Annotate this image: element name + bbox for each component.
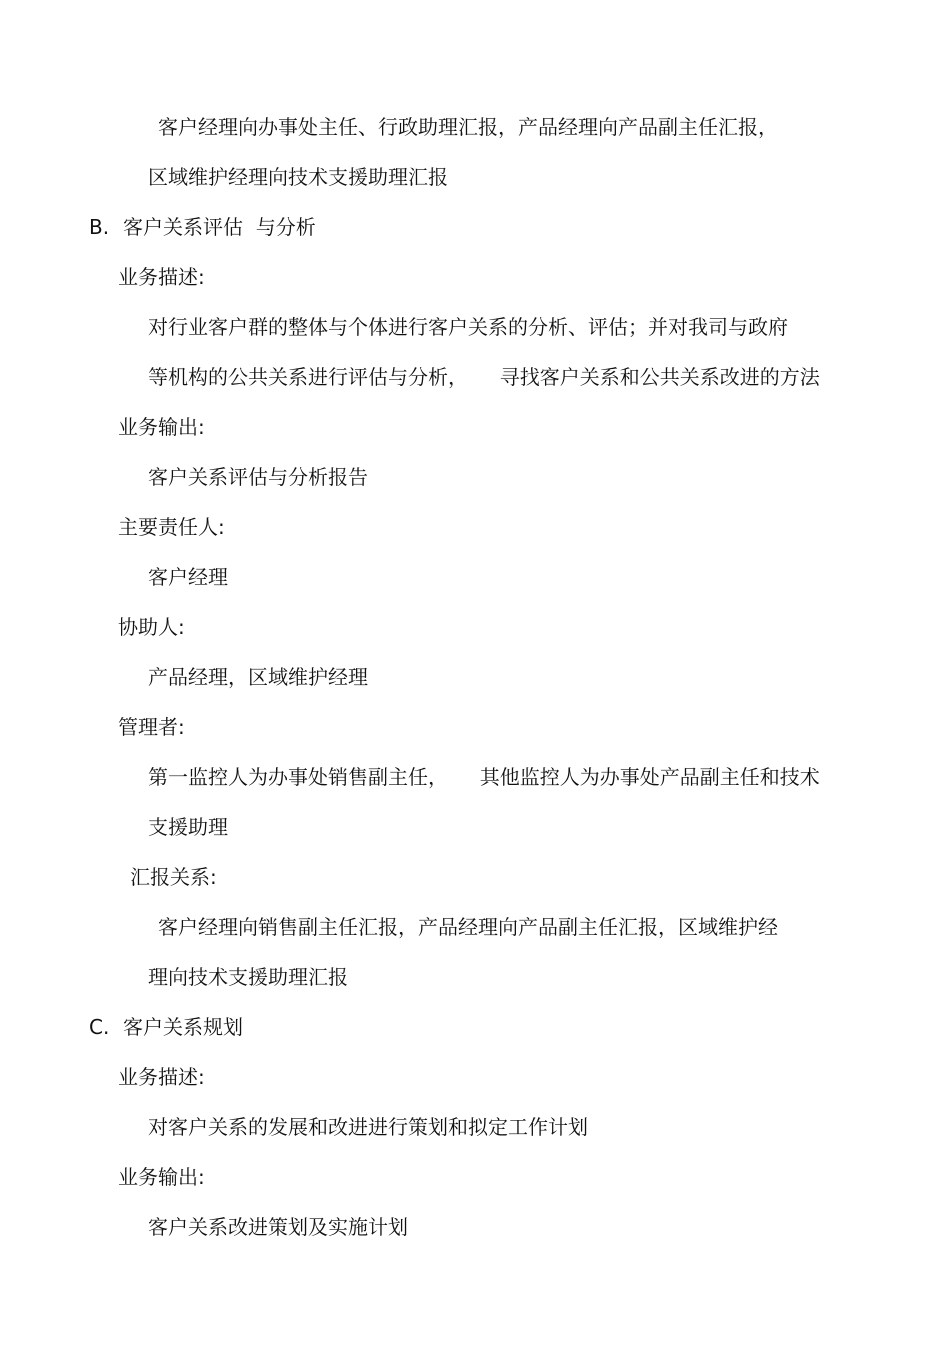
b-owner-value: 客户经理 [148,565,228,589]
section-b-marker: B. [89,215,110,239]
b-report-line-2: 理向技术支援助理汇报 [148,965,348,989]
section-c-heading [89,1015,243,1039]
b-owner-label: 主要责任人: [118,515,225,539]
b-desc-line-2: 等机构的公共关系进行评估与分析， 寻找客户关系和公共关系改进的方法 [148,365,820,389]
b-output-label: 业务输出: [118,415,205,439]
section-b-title: 客户关系评估 与分析 [123,215,316,239]
b-desc-line-1: 对行业客户群的整体与个体进行客户关系的分析、评估；并对我司与政府 [148,315,788,339]
section-c-marker: C. [89,1015,110,1039]
b-report-line-1: 客户经理向销售副主任汇报，产品经理向产品副主任汇报，区域维护经 [158,915,778,939]
b-manager-line-1: 第一监控人为办事处销售副主任， 其他监控人为办事处产品副主任和技术 [148,765,820,789]
b-manager-label: 管理者: [118,715,185,739]
c-output-label: 业务输出: [118,1165,205,1189]
top-report-line-1: 客户经理向办事处主任、行政助理汇报，产品经理向产品副主任汇报， [158,115,778,139]
b-output-value: 客户关系评估与分析报告 [148,465,368,489]
b-assist-label: 协助人: [118,615,185,639]
b-report-label: 汇报关系: [130,865,217,889]
b-desc-label: 业务描述: [118,265,205,289]
b-manager-line-2: 支援助理 [148,815,228,839]
c-desc-value: 对客户关系的发展和改进进行策划和拟定工作计划 [148,1115,588,1139]
top-report-line-2: 区域维护经理向技术支援助理汇报 [148,165,448,189]
c-output-value: 客户关系改进策划及实施计划 [148,1215,408,1239]
section-b-heading [89,215,316,239]
section-c-title: 客户关系规划 [123,1015,243,1039]
b-assist-value: 产品经理，区域维护经理 [148,665,368,689]
c-desc-label: 业务描述: [118,1065,205,1089]
